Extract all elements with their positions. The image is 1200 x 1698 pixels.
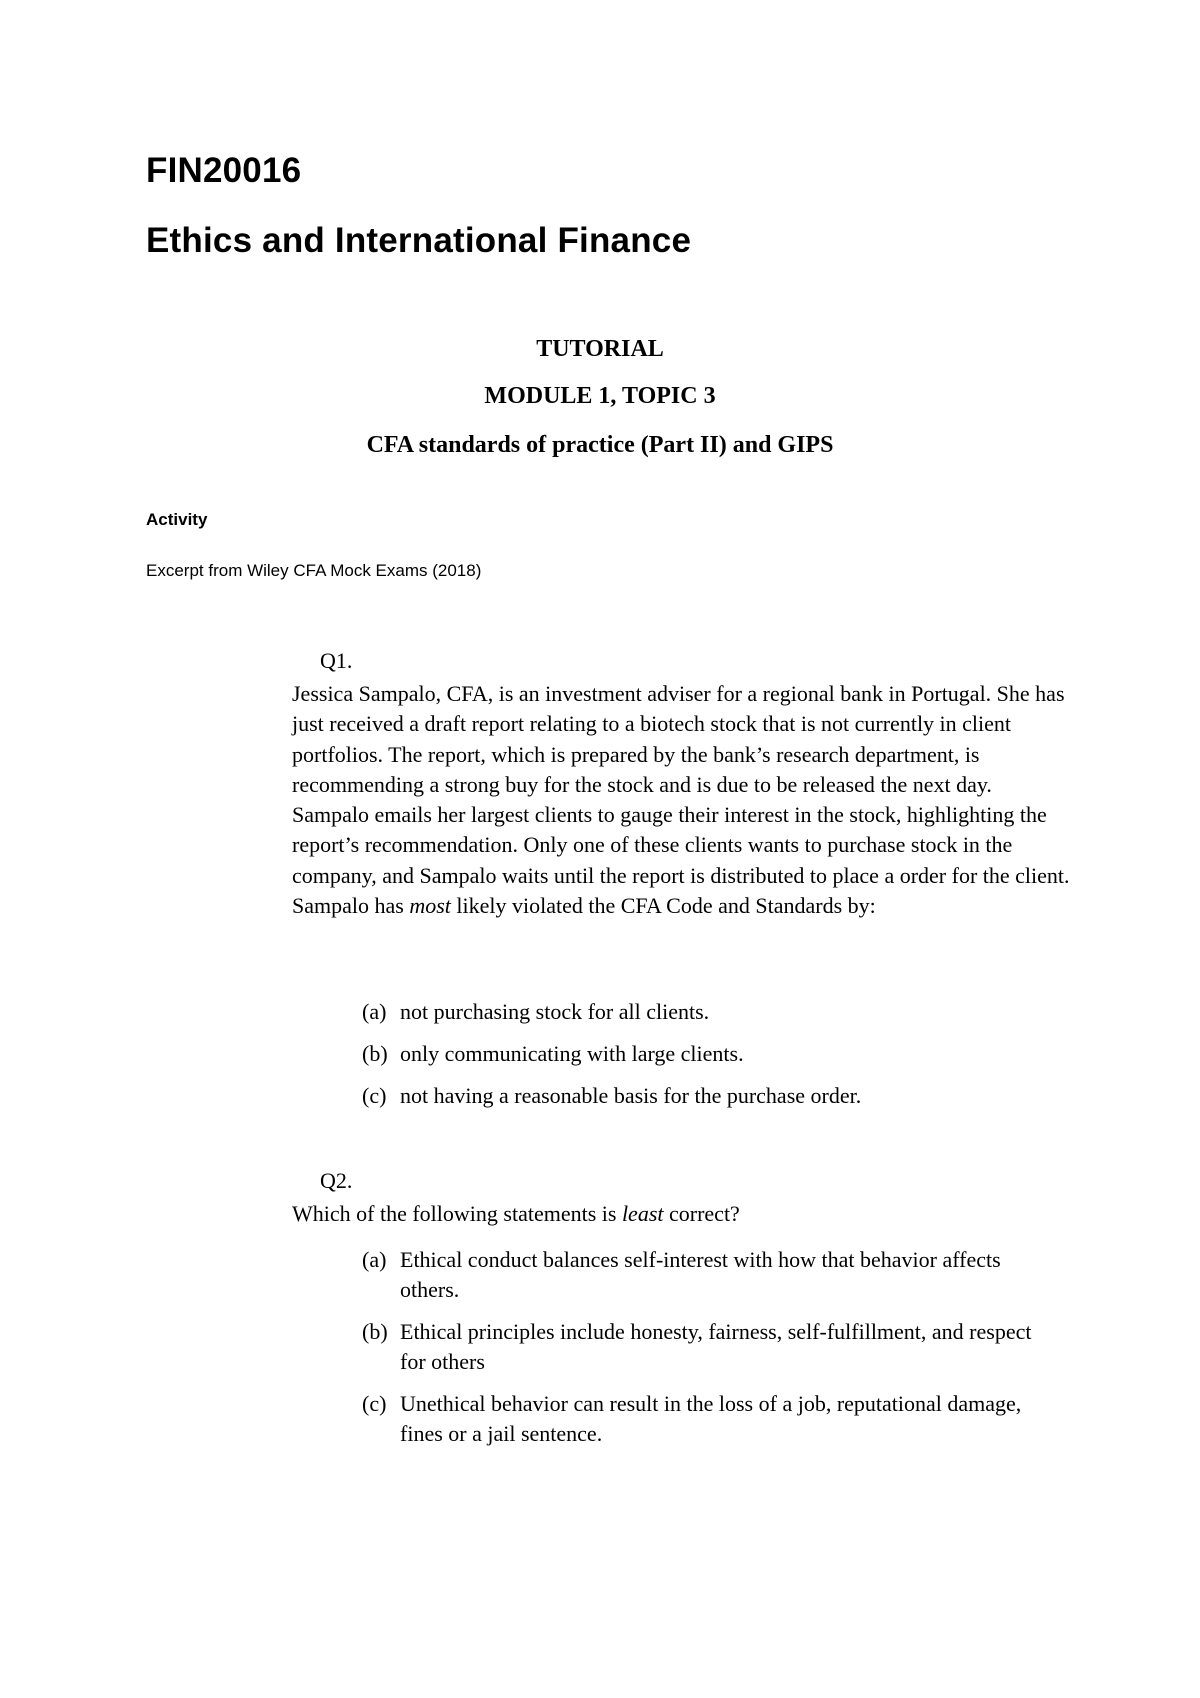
question-1-option-b <box>362 1039 1062 1069</box>
option-text: Ethical conduct balances self-interest with how that behavior affects others. <box>400 1247 1001 1302</box>
option-text: not having a reasonable basis for the purchase order. <box>400 1083 862 1108</box>
question-1-emphasis: most <box>409 893 451 919</box>
course-title: Ethics and International Finance <box>146 221 692 260</box>
course-code: FIN20016 <box>146 151 302 190</box>
question-2-option-c <box>362 1389 1062 1449</box>
question-2-emphasis: least <box>621 1201 664 1226</box>
question-1-option-a <box>362 997 1062 1027</box>
question-1-text-before: Jessica Sampalo, CFA, is an investment adviser for a regional bank in Portugal. She has just received a draft report relating to a biotech stock that is not currently in client portfolios. The report, which is prepared by the bank’s research department, is recommending a strong buy for the stock and is due to be released the next day. Sampalo emails her largest clients to gauge their interest in the stock, highlighting the report’s recommendation. Only one of these clients wants to purchase stock in the company, and Sampalo waits until the report is distributed to place a order for the client. Sampalo has <box>292 681 1070 919</box>
topic-title: CFA standards of practice (Part II) and GIPS <box>366 432 834 458</box>
question-2-text <box>292 1199 1072 1229</box>
question-2-option-a <box>362 1245 1062 1305</box>
question-1-option-c <box>362 1081 1062 1111</box>
option-text: only communicating with large clients. <box>400 1041 744 1066</box>
question-1-text <box>292 679 1072 921</box>
module-topic: MODULE 1, TOPIC 3 <box>484 383 716 409</box>
option-letter: (a) <box>362 999 387 1024</box>
question-2-text-after: correct? <box>663 1201 740 1226</box>
question-1-label: Q1. <box>320 648 353 673</box>
option-letter: (b) <box>362 1041 388 1066</box>
option-letter: (c) <box>362 1083 387 1108</box>
option-text: not purchasing stock for all clients. <box>400 999 710 1024</box>
option-text: Ethical principles include honesty, fairness, self-fulfillment, and respect for others <box>400 1319 1032 1374</box>
question-2-options <box>362 1245 1062 1461</box>
question-2-label: Q2. <box>320 1168 353 1193</box>
question-2-option-b <box>362 1317 1062 1377</box>
question-1-options <box>362 997 1062 1123</box>
option-letter: (a) <box>362 1247 387 1272</box>
activity-label: Activity <box>146 510 208 529</box>
option-letter: (c) <box>362 1391 387 1416</box>
option-text: Unethical behavior can result in the loss of a job, reputational damage, fines or a jail sentence. <box>400 1391 1022 1446</box>
tutorial-label: TUTORIAL <box>536 336 664 362</box>
activity-source: Excerpt from Wiley CFA Mock Exams (2018) <box>146 561 482 580</box>
question-2-text-before: Which of the following statements is <box>292 1201 622 1226</box>
option-letter: (b) <box>362 1319 388 1344</box>
question-1-text-after: likely violated the CFA Code and Standards by: <box>450 893 876 919</box>
